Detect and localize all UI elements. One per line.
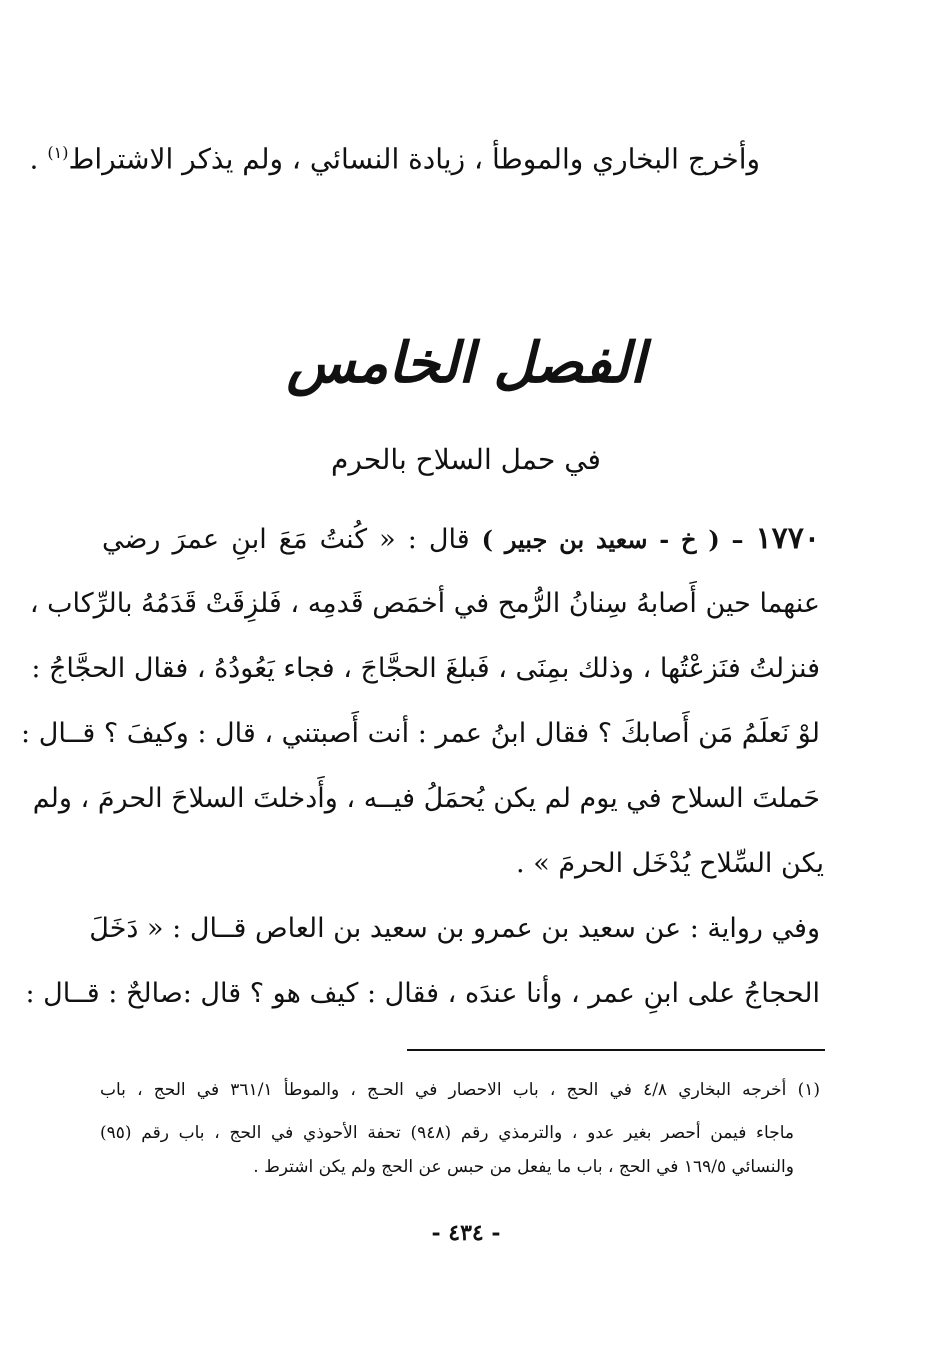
chapter-subtitle: في حمل السلاح بالحرم — [331, 443, 601, 476]
carryover-end: . — [29, 142, 48, 176]
variant-line-1: وفي رواية : عن سعيد بن عمرو بن سعيد بن العاص قــال : « دَخَلَ — [89, 913, 820, 944]
hadith-number: ١٧٧٠ — [755, 521, 820, 556]
footnote-line-2: ماجاء فيمن أحصر بغير عدو ، والترمذي رقم (٩٤٨) تحفة الأحوذي في الحج ، باب رقم (٩٥) — [100, 1123, 794, 1143]
hadith-line-6: يكن السِّلاح يُدْخَل الحرمَ » . — [516, 848, 824, 879]
variant-line-2: الحجاجُ على ابنِ عمر ، وأنا عندَه ، فقال : كيف هو ؟ قال :صالحٌ : قــال : — [25, 978, 820, 1009]
carryover-text: وأخرج البخاري والموطأ ، زيادة النسائي ، ولم يذكر الاشتراط — [68, 142, 760, 176]
carryover-line — [29, 133, 760, 179]
footnote-divider — [407, 1049, 825, 1051]
hadith-line-1 — [102, 519, 820, 560]
hadith-narrator: – ( خ - سعيد بن جبير ) — [481, 525, 744, 554]
footnote-line-1: (١) أخرجه البخاري ٤/٨ في الحج ، باب الاحصار في الحـج ، والموطأ ٣٦١/١ في الحج ، باب — [100, 1080, 820, 1100]
footnote-line-3: والنسائي ١٦٩/٥ في الحج ، باب ما يفعل من حبس عن الحج ولم يكن اشترط . — [253, 1157, 794, 1177]
footnote-reference: (١) — [47, 143, 69, 162]
page-number: - ٤٣٤ - — [431, 1220, 501, 1246]
hadith-line-5: حَملتَ السلاح في يوم لم يكن يُحمَلُ فيــه ، وأَدخلتَ السلاحَ الحرمَ ، ولم — [32, 783, 820, 814]
hadith-line-4: لوْ نَعلَمُ مَن أَصابكَ ؟ فقال ابنُ عمر : أنت أَصبتني ، قال : وكيفَ ؟ قــال : — [21, 718, 820, 749]
chapter-title: الفصل الخامس — [286, 330, 646, 396]
hadith-text: قال : « كُنتُ مَعَ ابنِ عمرَ رضي — [102, 524, 470, 555]
hadith-line-2: عنهما حين أَصابهُ سِنانُ الرُّمح في أخمَص قَدمِه ، فَلزِقَتْ قَدَمُهُ بالرِّكاب ، — [29, 588, 820, 619]
hadith-line-3: فنزلتُ فنَزعْتُها ، وذلك بمِنَى ، فَبلغَ الحجَّاجَ ، فجاء يَعُودُهُ ، فقال الحجَّاجُ : — [31, 653, 820, 684]
